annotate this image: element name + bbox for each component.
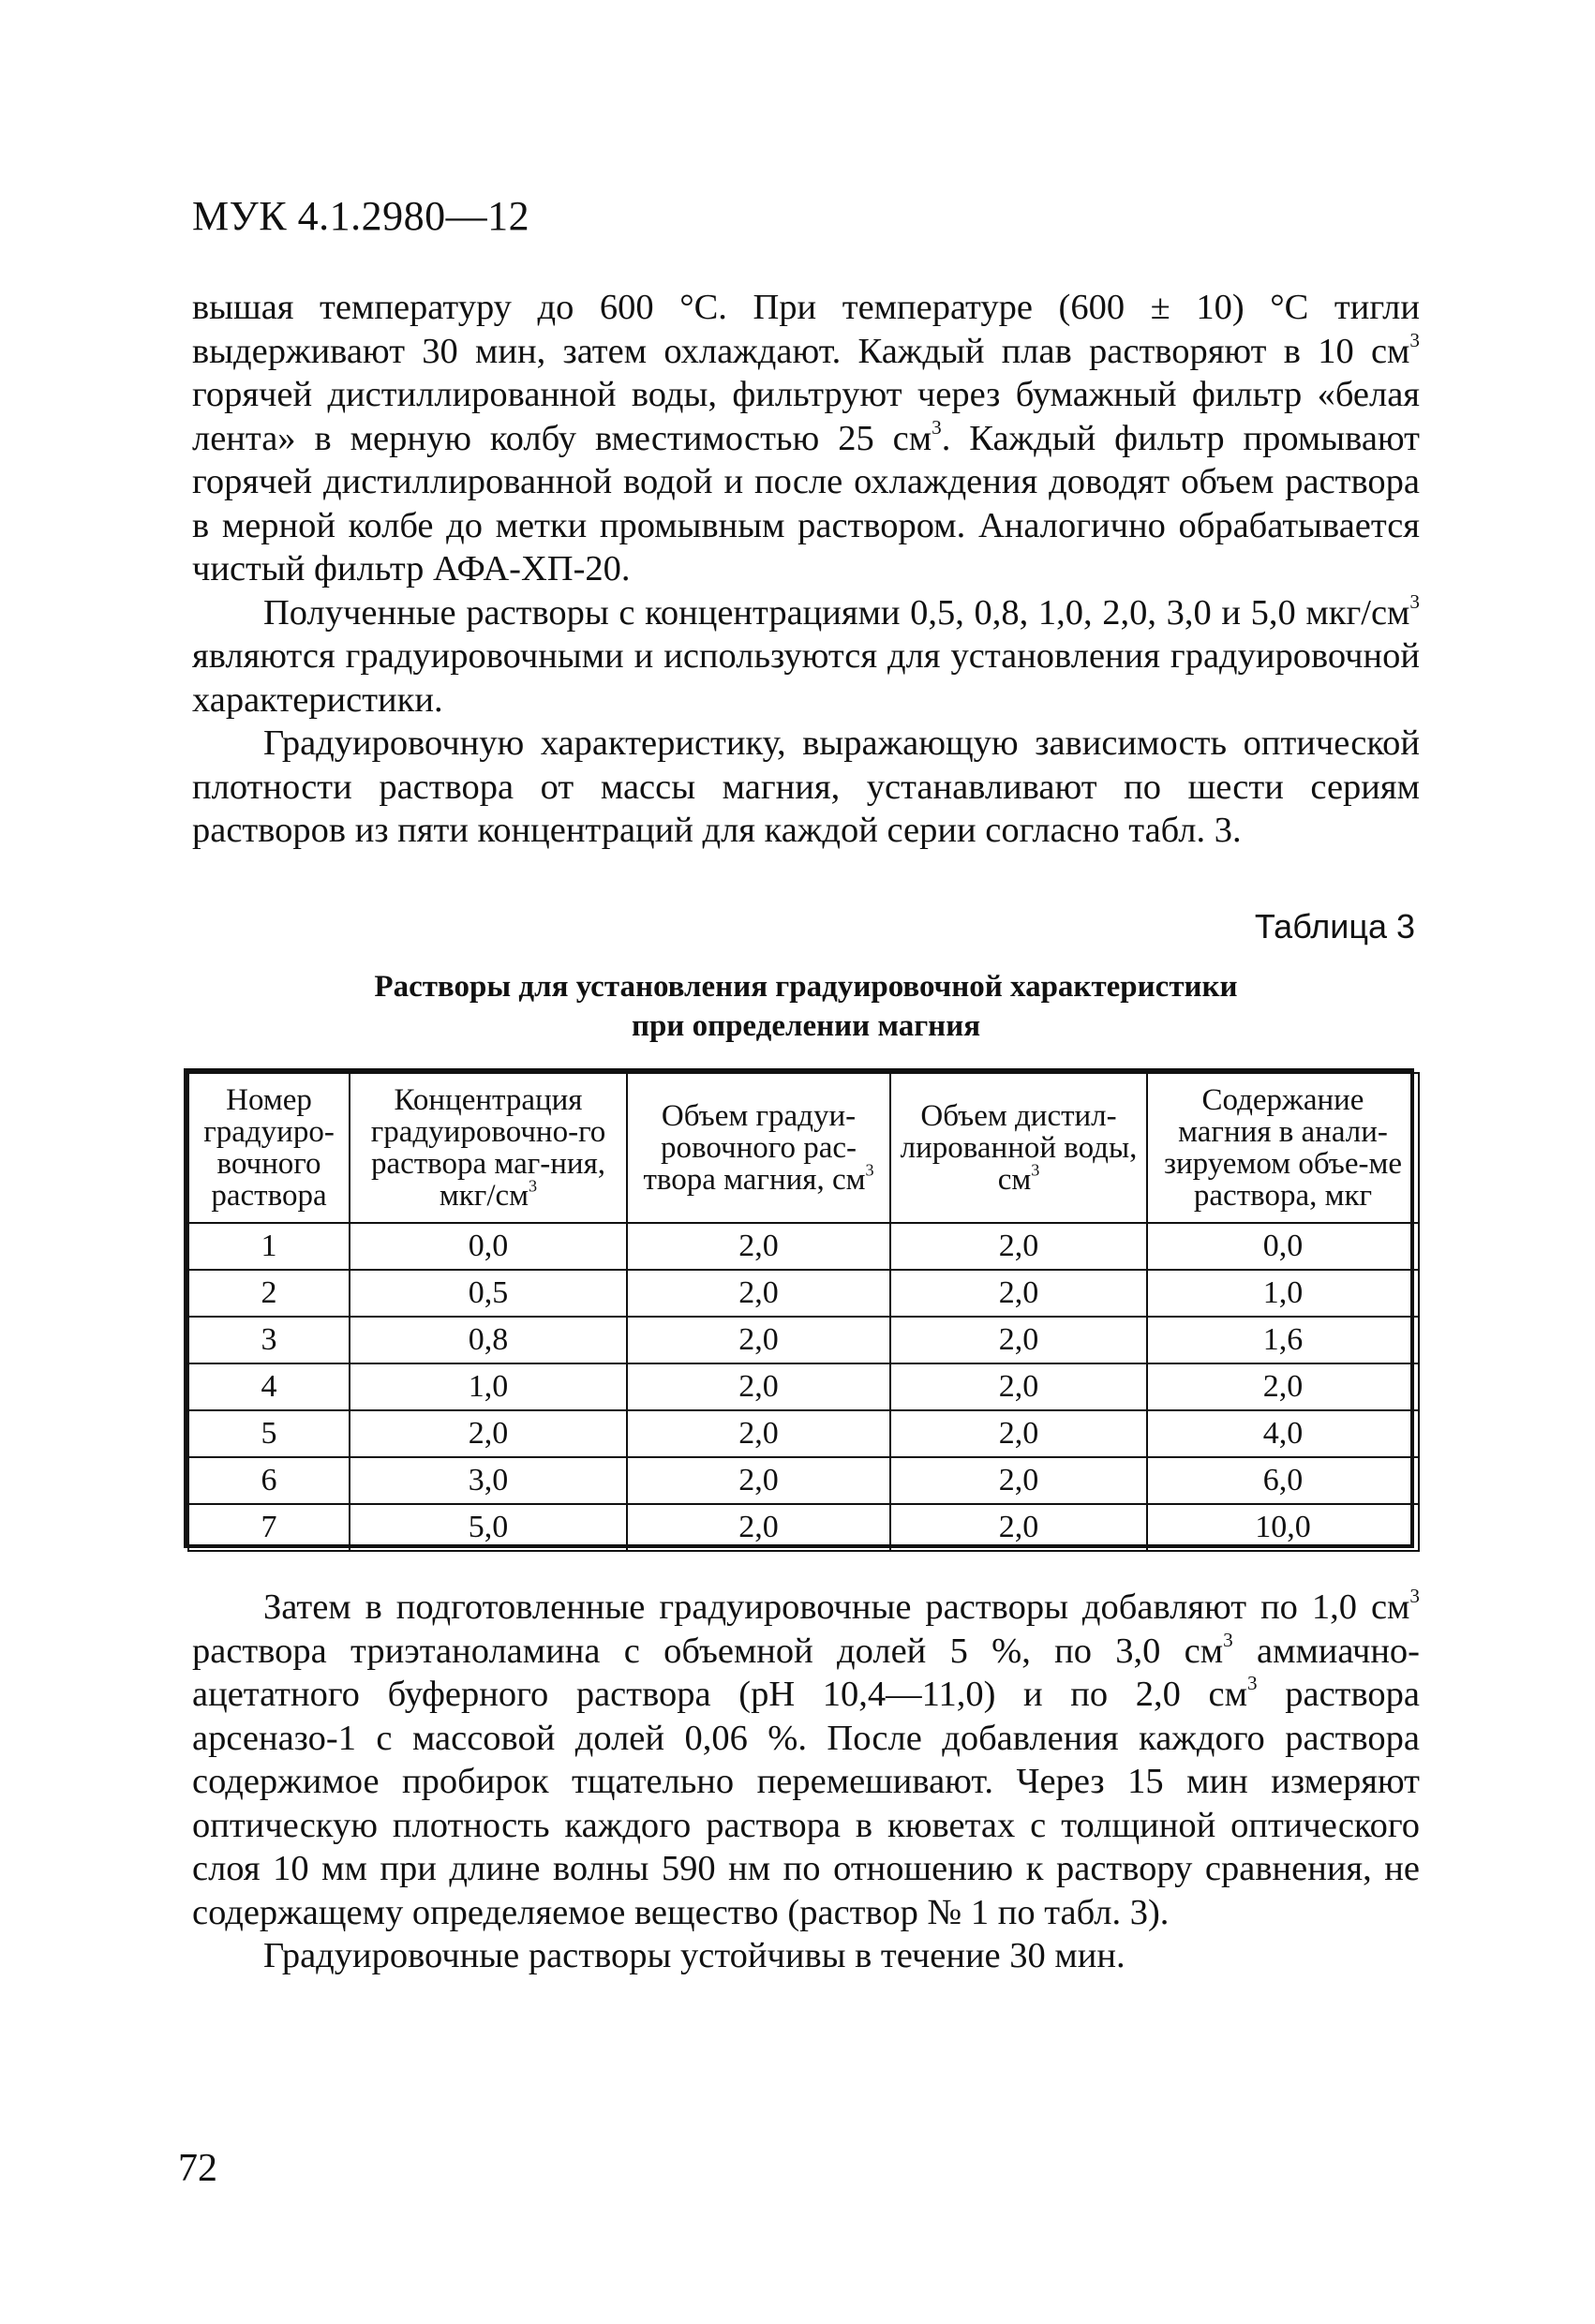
table-cell: 0,0 <box>1147 1223 1419 1270</box>
table-cell: 0,8 <box>350 1317 627 1363</box>
table-cell: 0,5 <box>350 1270 627 1317</box>
document-code-header: МУК 4.1.2980—12 <box>192 193 530 239</box>
table-cell: 2,0 <box>627 1457 890 1504</box>
page-number: 72 <box>178 2147 217 2190</box>
top-paragraph: Полученные растворы с концентрациями 0,5, 0,8, 1,0, 2,0, 3,0 и 5,0 мкг/$см^3$ являются градуировочными и используются для установления градуировочной характеристики. <box>192 589 1420 720</box>
table-row <box>188 1410 1419 1457</box>
table-cell: 2,0 <box>890 1270 1147 1317</box>
bottom-paragraph: Градуировочные растворы устойчивы в течение 30 мин. <box>263 1936 1125 1975</box>
table-cell: 2,0 <box>627 1317 890 1363</box>
table-header-cell-4: Объем дистил-лированной воды, $см^3$ <box>890 1073 1147 1223</box>
table-cell: 1,0 <box>1147 1270 1419 1317</box>
table-cell: 2,0 <box>627 1410 890 1457</box>
table-cell: 1,0 <box>350 1363 627 1410</box>
table-body <box>188 1223 1419 1551</box>
table-row <box>188 1504 1419 1551</box>
table-header-row <box>188 1073 1419 1223</box>
table-cell: 2,0 <box>890 1504 1147 1551</box>
calibration-table <box>184 1068 1414 1548</box>
bottom-paragraph: Затем в подготовленные градуировочные растворы добавляют по 1,0 $см^3$ раствора триэтаноламина с объемной долей 5 %, по 3,0 $см^3$ аммиачно-ацетатного буферного раствора (рН 10,4—11,0) и по 2,0 $см^3$ раствора арсеназо-1 с массовой долей 0,06 %. После добавления каждого раствора содержимое пробирок тщательно перемешивают. Через 15 мин измеряют оптическую плотность каждого раствора в кюветах с толщиной оптического слоя 10 мм при длине волны 590 нм по отношению к раствору сравнения, не содержащему определяемое вещество (раствор № 1 по табл. 3). <box>192 1585 1420 1932</box>
table-cell: 2,0 <box>350 1410 627 1457</box>
table-caption-line-1: Растворы для установления градуировочной характеристики <box>374 970 1238 1004</box>
table-header-cell-5: Содержание магния в анали-зируемом объе-ме раствора, мкг <box>1147 1073 1419 1223</box>
table-cell: 2,0 <box>890 1363 1147 1410</box>
table-cell: 2,0 <box>627 1270 890 1317</box>
table-cell: 2,0 <box>890 1223 1147 1270</box>
table-row <box>188 1270 1419 1317</box>
table-cell: 2,0 <box>890 1317 1147 1363</box>
table-cell: 1,6 <box>1147 1317 1419 1363</box>
table-caption <box>192 967 1420 1046</box>
table-cell: 2,0 <box>627 1223 890 1270</box>
table-cell: 6,0 <box>1147 1457 1419 1504</box>
table-header-cell-1: Номер градуиро-вочного раствора <box>188 1073 350 1223</box>
table-row <box>188 1457 1419 1504</box>
table-header-cell-2: Концентрация градуировочно-го раствора маг-ния, мкг/$см^3$ <box>350 1073 627 1223</box>
table-cell: 5 <box>188 1410 350 1457</box>
body-text-bottom <box>192 1586 1420 1978</box>
table-row <box>188 1317 1419 1363</box>
body-text-top <box>192 286 1420 853</box>
table-header-cell-3: Объем градуи-ровочного рас-твора магния, $см^3$ <box>627 1073 890 1223</box>
table-cell: 2,0 <box>890 1410 1147 1457</box>
table-cell: 4,0 <box>1147 1410 1419 1457</box>
calibration-table-grid <box>187 1072 1420 1552</box>
table-cell: 2,0 <box>627 1363 890 1410</box>
table-cell: 2,0 <box>1147 1363 1419 1410</box>
table-cell: 0,0 <box>350 1223 627 1270</box>
table-cell: 2,0 <box>627 1504 890 1551</box>
table-cell: 10,0 <box>1147 1504 1419 1551</box>
table-cell: 7 <box>188 1504 350 1551</box>
table-cell: 3 <box>188 1317 350 1363</box>
table-cell: 1 <box>188 1223 350 1270</box>
table-cell: 3,0 <box>350 1457 627 1504</box>
table-row <box>188 1223 1419 1270</box>
table-label: Таблица 3 <box>1254 907 1415 946</box>
table-row <box>188 1363 1419 1410</box>
table-cell: 6 <box>188 1457 350 1504</box>
table-cell: 5,0 <box>350 1504 627 1551</box>
table-cell: 4 <box>188 1363 350 1410</box>
table-cell: 2,0 <box>890 1457 1147 1504</box>
top-paragraph: вышая температуру до 600 °С. При температуре (600 ± 10) °С тигли выдерживают 30 мин, затем охлаждают. Каждый плав растворяют в 10 $см^3$ горячей дистиллированной воды, фильтруют через бумажный фильтр «белая лента» в мерную колбу вместимостью 25 $см^3$. Каждый фильтр промывают горячей дистиллированной водой и после охлаждения доводят объем раствора в мерной колбе до метки промывным раствором. Аналогично обрабатывается чистый фильтр АФА-ХП-20. <box>192 288 1420 588</box>
top-paragraph: Градуировочную характеристику, выражающую зависимость оптической плотности раствора от массы магния, устанавливают по шести сериям растворов из пяти концентраций для каждой серии согласно табл. 3. <box>192 723 1420 850</box>
table-caption-line-2: при определении магния <box>631 1009 981 1043</box>
table-cell: 2 <box>188 1270 350 1317</box>
